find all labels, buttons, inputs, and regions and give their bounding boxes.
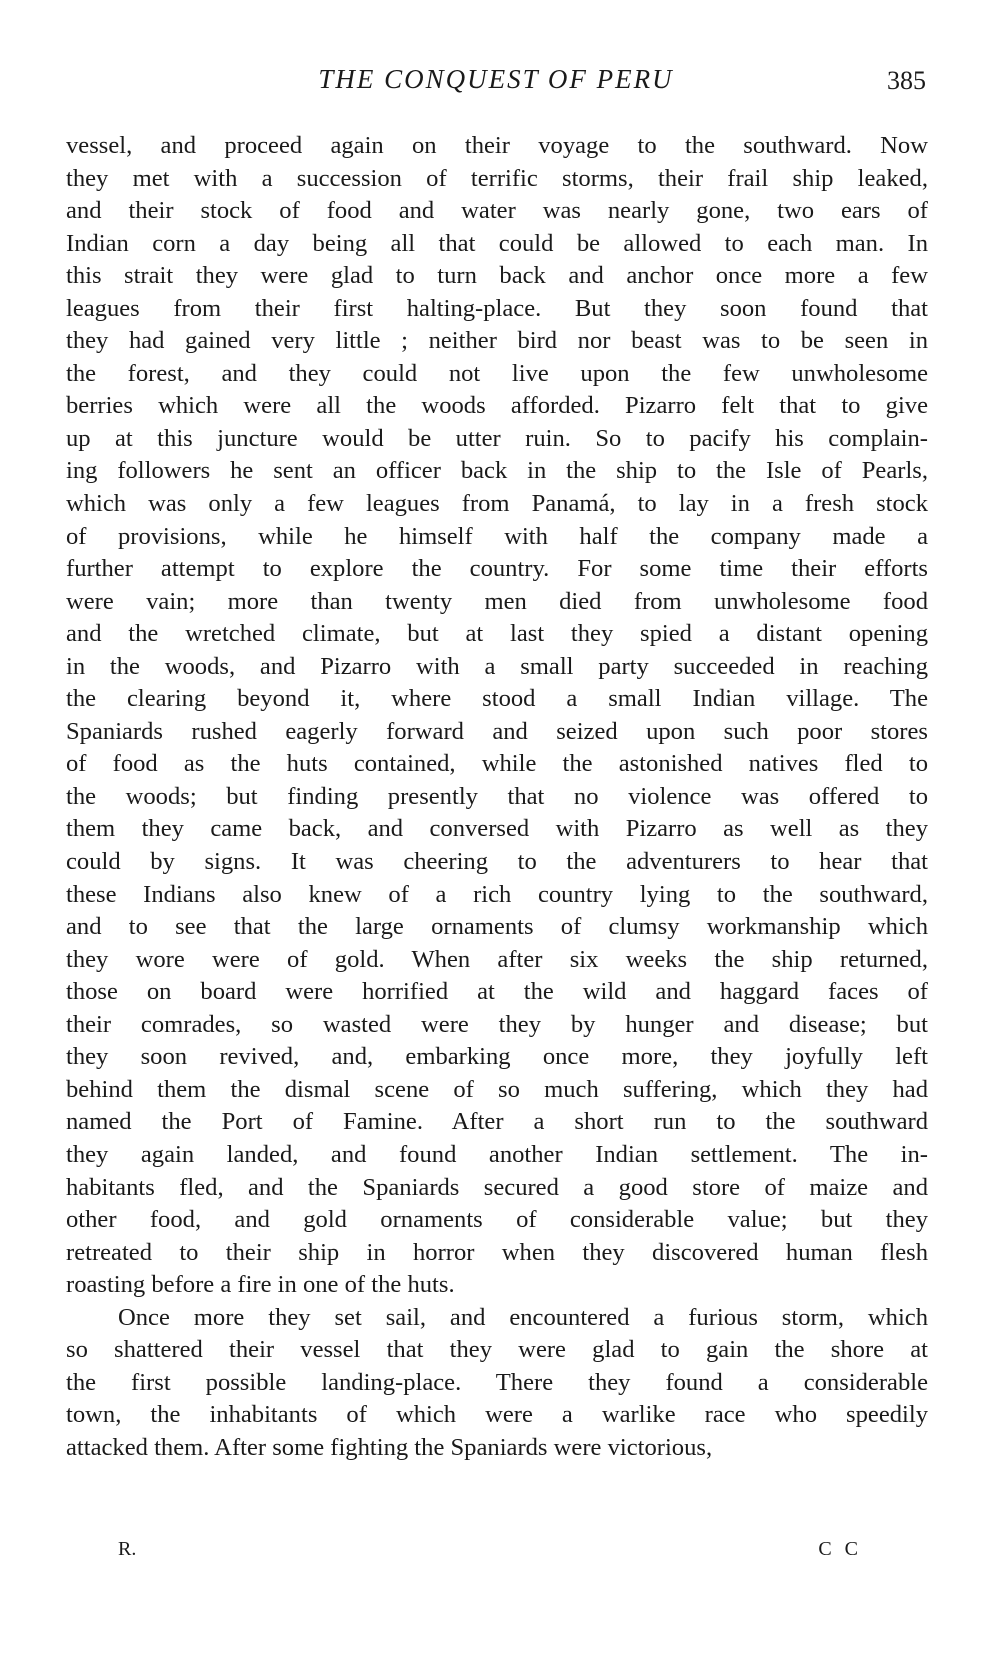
paragraph (66, 130, 928, 1302)
text-line: the woods; but finding presently that no violence was offered to (66, 782, 928, 810)
text-line: they wore were of gold. When after six weeks the ship returned, (66, 945, 928, 973)
text-line: up at this juncture would be utter ruin. So to pacify his complain- (66, 424, 928, 452)
text-line: and the wretched climate, but at last they spied a distant opening (66, 620, 928, 648)
text-line: Indian corn a day being all that could be allowed to each man. In (66, 229, 928, 257)
text-line: Spaniards rushed eagerly forward and seized upon such poor stores (66, 717, 928, 745)
text-line: named the Port of Famine. After a short run to the southward (66, 1108, 928, 1136)
text-line: of provisions, while he himself with half the company made a (66, 522, 928, 550)
text-line: them they came back, and conversed with Pizarro as well as they (66, 815, 928, 843)
text-line: they had gained very little ; neither bird nor beast was to be seen in (66, 327, 928, 355)
page-number: 385 (887, 66, 926, 95)
text-line: and to see that the large ornaments of clumsy workmanship which (66, 913, 928, 941)
text-line: town, the inhabitants of which were a warlike race who speedily (66, 1401, 928, 1429)
text-line: they again landed, and found another Indian settlement. The in- (66, 1140, 928, 1168)
paragraph (66, 1302, 928, 1465)
text-line: habitants fled, and the Spaniards secured a good store of maize and (66, 1173, 928, 1201)
text-line: they soon revived, and, embarking once more, they joyfully left (66, 1043, 928, 1071)
text-line: so shattered their vessel that they were glad to gain the shore at (66, 1336, 928, 1364)
body-text (66, 130, 928, 1464)
text-line: which was only a few leagues from Panamá, to lay in a fresh stock (66, 490, 928, 518)
text-line: vessel, and proceed again on their voyage to the southward. Now (66, 132, 928, 159)
text-line: other food, and gold ornaments of considerable value; but they (66, 1206, 928, 1234)
text-line: in the woods, and Pizarro with a small party succeeded in reaching (66, 652, 928, 680)
text-line: attacked them. After some fighting the Spaniards were victorious, (66, 1433, 713, 1461)
text-line: the forest, and they could not live upon the few unwholesome (66, 359, 928, 387)
text-line: and their stock of food and water was nearly gone, two ears of (66, 197, 928, 225)
text-line: the first possible landing-place. There they found a considerable (66, 1368, 928, 1396)
text-line: behind them the dismal scene of so much suffering, which they had (66, 1075, 928, 1103)
text-line: these Indians also knew of a rich country lying to the southward, (66, 880, 928, 908)
text-line: retreated to their ship in horror when they discovered human flesh (66, 1238, 928, 1266)
text-line: they met with a succession of terrific storms, their frail ship leaked, (66, 164, 928, 192)
text-line: their comrades, so wasted were they by hunger and disease; but (66, 1010, 928, 1038)
text-line: berries which were all the woods afforded. Pizarro felt that to give (66, 392, 928, 420)
text-line: could by signs. It was cheering to the adventurers to hear that (66, 848, 928, 876)
text-line: those on board were horrified at the wild and haggard faces of (66, 978, 928, 1006)
text-line: were vain; more than twenty men died from unwholesome food (66, 587, 928, 615)
gathering-mark: C C (818, 1538, 862, 1560)
running-head (66, 60, 926, 96)
text-line: of food as the huts contained, while the astonished natives fled to (66, 750, 928, 778)
text-line: roasting before a fire in one of the huts. (66, 1271, 455, 1299)
running-title: THE CONQUEST OF PERU (318, 64, 674, 94)
page-footer (66, 1538, 928, 1568)
signature-mark: R. (118, 1538, 137, 1560)
text-line: leagues from their first halting-place. But they soon found that (66, 294, 928, 322)
text-line: this strait they were glad to turn back and anchor once more a few (66, 262, 928, 290)
text-line: Once more they set sail, and encountered a furious storm, which (118, 1303, 928, 1331)
text-line: further attempt to explore the country. For some time their efforts (66, 555, 928, 583)
text-line: ing followers he sent an officer back in the ship to the Isle of Pearls, (66, 457, 928, 485)
text-line: the clearing beyond it, where stood a small Indian village. The (66, 685, 928, 713)
